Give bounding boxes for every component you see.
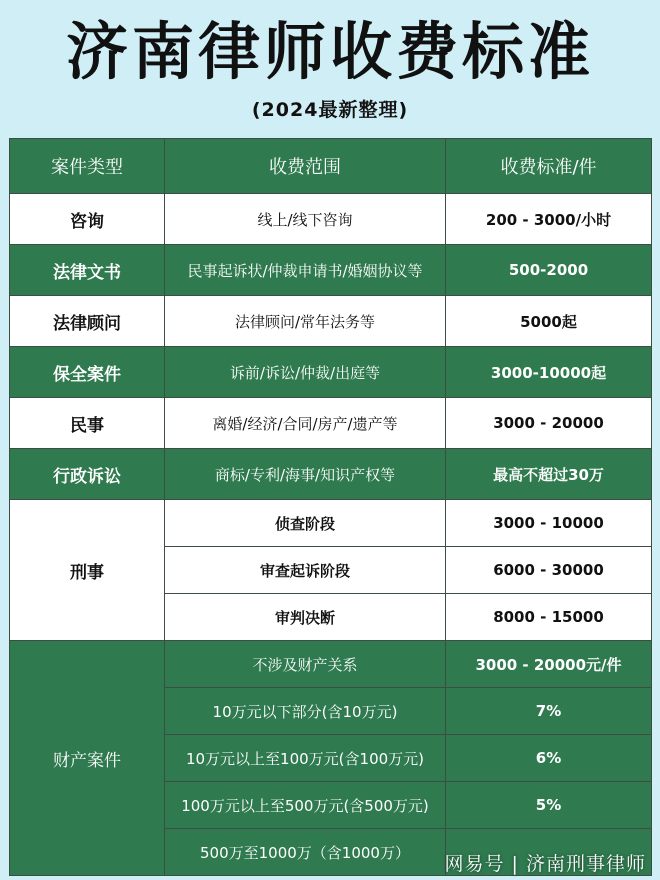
- table-row: [10, 245, 652, 296]
- scope-cell: 民事起诉状/仲裁申请书/婚姻协议等: [165, 245, 446, 296]
- scope-cell: 10万元以下部分(含10万元): [165, 688, 446, 735]
- fee-cell: 5%: [446, 782, 652, 829]
- scope-cell: 诉前/诉讼/仲裁/出庭等: [165, 347, 446, 398]
- fee-cell: 6000 - 30000: [446, 547, 652, 594]
- table-row: [10, 296, 652, 347]
- scope-cell: 审查起诉阶段: [165, 547, 446, 594]
- header-case-type: 案件类型: [10, 139, 165, 194]
- fee-cell: 200 - 3000/小时: [446, 194, 652, 245]
- page-subtitle: (2024最新整理): [251, 99, 409, 121]
- fee-cell: 8000 - 15000: [446, 594, 652, 641]
- case-type-cell: 民事: [10, 398, 165, 449]
- fee-cell: 500-2000: [446, 245, 652, 296]
- table-row: [10, 347, 652, 398]
- fee-cell: 最高不超过30万: [446, 449, 652, 500]
- header-fee-scope: 收费范围: [165, 139, 446, 194]
- case-type-cell: 保全案件: [10, 347, 165, 398]
- table-row: [10, 398, 652, 449]
- scope-cell: 商标/专利/海事/知识产权等: [165, 449, 446, 500]
- table-row: [10, 449, 652, 500]
- fee-cell: 3000 - 20000: [446, 398, 652, 449]
- fee-table: [9, 138, 652, 876]
- fee-cell: 5000起: [446, 296, 652, 347]
- scope-cell: 离婚/经济/合同/房产/遗产等: [165, 398, 446, 449]
- scope-cell: 法律顾问/常年法务等: [165, 296, 446, 347]
- case-type-cell: 刑事: [10, 500, 165, 641]
- table-row: [10, 500, 652, 547]
- fee-cell: 6%: [446, 735, 652, 782]
- table-header-row: [10, 139, 652, 194]
- scope-cell: 审判决断: [165, 594, 446, 641]
- case-type-cell: 财产案件: [10, 641, 165, 876]
- case-type-cell: 咨询: [10, 194, 165, 245]
- scope-cell: 500万至1000万（含1000万）: [165, 829, 446, 876]
- table-row: [10, 194, 652, 245]
- fee-cell: 3000 - 20000元/件: [446, 641, 652, 688]
- watermark: 网易号 | 济南刑事律师: [444, 853, 646, 875]
- scope-cell: 100万元以上至500万元(含500万元): [165, 782, 446, 829]
- scope-cell: 10万元以上至100万元(含100万元): [165, 735, 446, 782]
- scope-cell: 不涉及财产关系: [165, 641, 446, 688]
- case-type-cell: 法律文书: [10, 245, 165, 296]
- fee-cell: 7%: [446, 688, 652, 735]
- scope-cell: 侦查阶段: [165, 500, 446, 547]
- header-fee-standard: 收费标准/件: [446, 139, 652, 194]
- case-type-cell: 行政诉讼: [10, 449, 165, 500]
- case-type-cell: 法律顾问: [10, 296, 165, 347]
- page-title: 济南律师收费标准: [65, 15, 594, 88]
- fee-cell: 3000-10000起: [446, 347, 652, 398]
- table-row: [10, 641, 652, 688]
- fee-cell: 3000 - 10000: [446, 500, 652, 547]
- scope-cell: 线上/线下咨询: [165, 194, 446, 245]
